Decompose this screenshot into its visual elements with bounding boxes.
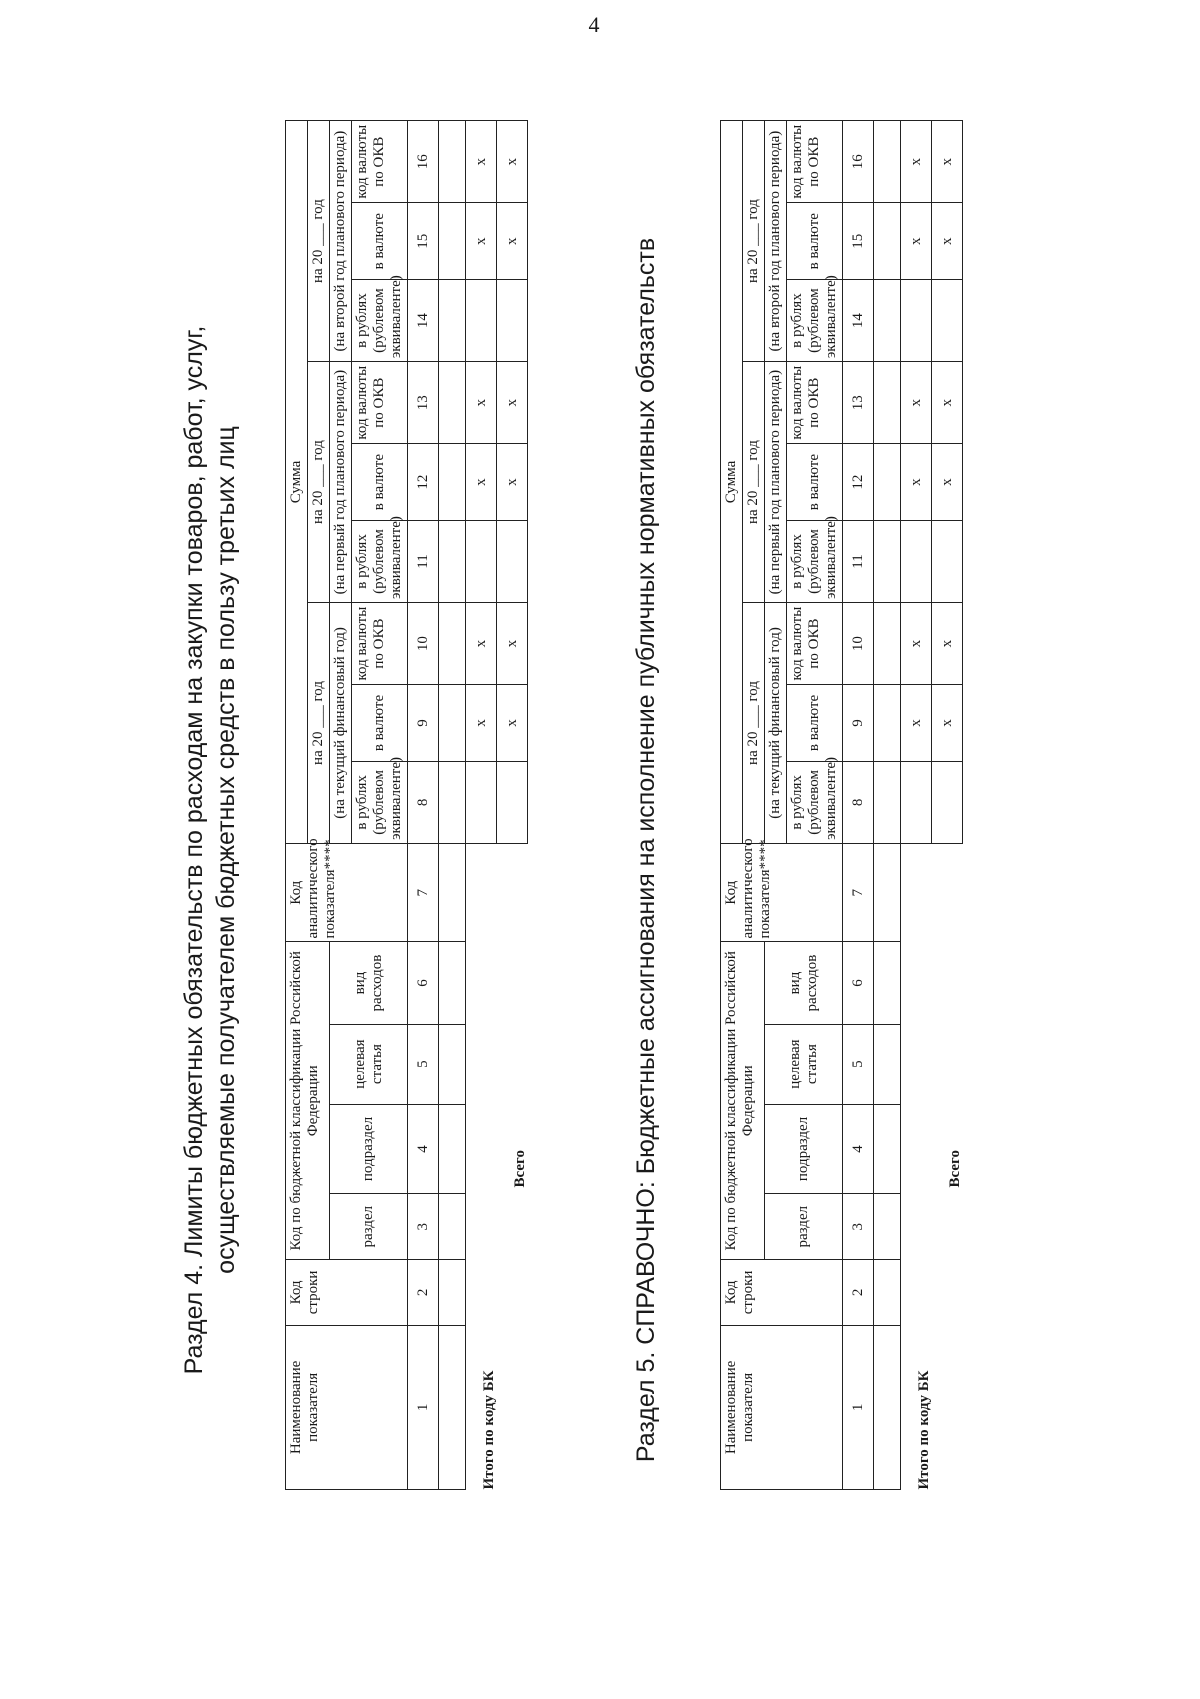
column-number: 1 bbox=[843, 1325, 874, 1489]
header-name: Наименование показателя bbox=[721, 1325, 843, 1489]
header-year-2: на 20 ___ год bbox=[308, 362, 330, 603]
itogo-row bbox=[466, 121, 497, 1490]
blank-cell bbox=[874, 121, 901, 203]
column-number: 15 bbox=[843, 203, 874, 280]
blank-cell bbox=[439, 942, 466, 1024]
itogo-label-cell bbox=[901, 843, 932, 1489]
section-5-title: Раздел 5. СПРАВОЧНО: Бюджетные ассигнования на исполнение публичных нормативных обязательств bbox=[632, 237, 660, 1463]
itogo-row bbox=[901, 121, 932, 1490]
section-5-table-wrap bbox=[720, 120, 963, 1490]
column-number: 10 bbox=[843, 603, 874, 685]
blank-row bbox=[874, 121, 901, 1490]
header-section: раздел bbox=[765, 1194, 843, 1260]
vsego-label: Всего bbox=[947, 1150, 963, 1188]
header-rub: в рублях (рублевом эквиваленте) bbox=[787, 761, 843, 843]
header-year-1: на 20 ___ год bbox=[308, 603, 330, 844]
header-expense-type: вид расходов bbox=[330, 942, 408, 1024]
header-expense-type: вид расходов bbox=[765, 942, 843, 1024]
column-number-row bbox=[408, 121, 439, 1490]
cross-cell: x bbox=[466, 685, 497, 762]
cross-cell: x bbox=[497, 685, 528, 762]
header-okv: код валюты по ОКВ bbox=[787, 362, 843, 444]
header-okv: код валюты по ОКВ bbox=[787, 121, 843, 203]
header-year-1: на 20 ___ год bbox=[743, 603, 765, 844]
blank-cell bbox=[874, 1325, 901, 1489]
cross-cell: x bbox=[497, 444, 528, 521]
cross-cell: x bbox=[901, 685, 932, 762]
summary-cell bbox=[932, 280, 963, 362]
column-number: 8 bbox=[408, 761, 439, 843]
blank-cell bbox=[439, 362, 466, 444]
header-name: Наименование показателя bbox=[286, 1325, 408, 1489]
section-4-title bbox=[50, 60, 242, 1640]
cross-cell: x bbox=[901, 603, 932, 685]
column-number: 7 bbox=[408, 843, 439, 942]
column-number: 9 bbox=[408, 685, 439, 762]
column-number: 11 bbox=[408, 520, 439, 602]
blank-cell bbox=[874, 203, 901, 280]
cross-cell: x bbox=[901, 121, 932, 203]
header-year-1-sub: (на текущий финансовый год) bbox=[330, 603, 352, 844]
header-currency: в валюте bbox=[352, 203, 408, 280]
header-year-2-sub: (на первый год планового периода) bbox=[765, 362, 787, 603]
column-number: 13 bbox=[408, 362, 439, 444]
vsego-label-cell bbox=[932, 843, 963, 1489]
header-year-2: на 20 ___ год bbox=[743, 362, 765, 603]
column-number: 16 bbox=[843, 121, 874, 203]
itogo-label: Итого по коду БК bbox=[916, 1370, 933, 1490]
header-analytic-code: Код аналитического показателя**** bbox=[286, 843, 408, 942]
blank-cell bbox=[439, 1194, 466, 1260]
cross-cell: x bbox=[901, 203, 932, 280]
section-5-table bbox=[720, 120, 963, 1490]
header-rub: в рублях (рублевом эквиваленте) bbox=[352, 520, 408, 602]
blank-cell bbox=[874, 761, 901, 843]
header-year-3: на 20 ___ год bbox=[743, 121, 765, 362]
blank-cell bbox=[874, 685, 901, 762]
column-number: 4 bbox=[408, 1104, 439, 1194]
cross-cell: x bbox=[901, 444, 932, 521]
blank-cell bbox=[874, 444, 901, 521]
header-row-1 bbox=[286, 121, 308, 1490]
blank-cell bbox=[874, 1194, 901, 1260]
cross-cell: x bbox=[466, 444, 497, 521]
header-subsection: подраздел bbox=[765, 1104, 843, 1194]
summary-cell bbox=[497, 761, 528, 843]
header-okv: код валюты по ОКВ bbox=[352, 121, 408, 203]
section-4-title-line2: осуществляемые получателем бюджетных средств в пользу третьих лиц bbox=[212, 426, 240, 1274]
header-year-1-sub: (на текущий финансовый год) bbox=[765, 603, 787, 844]
header-line-code: Код строки bbox=[286, 1260, 408, 1326]
blank-cell bbox=[874, 362, 901, 444]
header-target-item: целевая статья bbox=[330, 1024, 408, 1104]
header-year-3: на 20 ___ год bbox=[308, 121, 330, 362]
header-okv: код валюты по ОКВ bbox=[352, 603, 408, 685]
section-4-title-line1: Раздел 4. Лимиты бюджетных обязательств по расходам на закупки товаров, работ, услуг, bbox=[180, 325, 208, 1375]
header-year-3-sub: (на второй год планового периода) bbox=[765, 121, 787, 362]
blank-cell bbox=[874, 603, 901, 685]
summary-cell bbox=[466, 280, 497, 362]
cross-cell: x bbox=[466, 603, 497, 685]
blank-cell bbox=[439, 843, 466, 942]
blank-row bbox=[439, 121, 466, 1490]
blank-cell bbox=[874, 520, 901, 602]
column-number: 2 bbox=[408, 1260, 439, 1326]
blank-cell bbox=[874, 280, 901, 362]
blank-cell bbox=[439, 203, 466, 280]
column-number: 9 bbox=[843, 685, 874, 762]
column-number-row bbox=[843, 121, 874, 1490]
header-line-code: Код строки bbox=[721, 1260, 843, 1326]
column-number: 2 bbox=[843, 1260, 874, 1326]
itogo-label-cell bbox=[466, 843, 497, 1489]
header-section: раздел bbox=[330, 1194, 408, 1260]
header-year-3-sub: (на второй год планового периода) bbox=[330, 121, 352, 362]
cross-cell: x bbox=[466, 121, 497, 203]
summary-cell bbox=[466, 761, 497, 843]
blank-cell bbox=[874, 843, 901, 942]
cross-cell: x bbox=[497, 203, 528, 280]
header-analytic-code: Код аналитического показателя**** bbox=[721, 843, 843, 942]
blank-cell bbox=[874, 942, 901, 1024]
cross-cell: x bbox=[497, 362, 528, 444]
column-number: 3 bbox=[408, 1194, 439, 1260]
header-rub: в рублях (рублевом эквиваленте) bbox=[352, 280, 408, 362]
cross-cell: x bbox=[932, 121, 963, 203]
column-number: 8 bbox=[843, 761, 874, 843]
column-number: 14 bbox=[408, 280, 439, 362]
header-year-2-sub: (на первый год планового периода) bbox=[330, 362, 352, 603]
header-rub: в рублях (рублевом эквиваленте) bbox=[352, 761, 408, 843]
section-4-table bbox=[285, 120, 528, 1490]
column-number: 12 bbox=[843, 444, 874, 521]
summary-cell bbox=[497, 520, 528, 602]
summary-cell bbox=[932, 761, 963, 843]
blank-cell bbox=[874, 1260, 901, 1326]
header-currency: в валюте bbox=[352, 444, 408, 521]
page-number: 4 bbox=[588, 12, 600, 37]
header-rub: в рублях (рублевом эквиваленте) bbox=[787, 520, 843, 602]
column-number: 6 bbox=[843, 942, 874, 1024]
section-5 bbox=[630, 60, 963, 1640]
summary-cell bbox=[497, 280, 528, 362]
itogo-label: Итого по коду БК bbox=[481, 1370, 498, 1490]
cross-cell: x bbox=[497, 121, 528, 203]
summary-cell bbox=[901, 280, 932, 362]
summary-cell bbox=[901, 520, 932, 602]
header-rub: в рублях (рублевом эквиваленте) bbox=[787, 280, 843, 362]
column-number: 7 bbox=[843, 843, 874, 942]
section-4-table-wrap bbox=[285, 120, 528, 1490]
column-number: 1 bbox=[408, 1325, 439, 1489]
header-target-item: целевая статья bbox=[765, 1024, 843, 1104]
header-currency: в валюте bbox=[352, 685, 408, 762]
column-number: 6 bbox=[408, 942, 439, 1024]
summary-cell bbox=[466, 520, 497, 602]
column-number: 12 bbox=[408, 444, 439, 521]
column-number: 4 bbox=[843, 1104, 874, 1194]
header-currency: в валюте bbox=[787, 685, 843, 762]
blank-cell bbox=[439, 1024, 466, 1104]
cross-cell: x bbox=[466, 203, 497, 280]
header-okv: код валюты по ОКВ bbox=[787, 603, 843, 685]
blank-cell bbox=[439, 603, 466, 685]
header-okv: код валюты по ОКВ bbox=[352, 362, 408, 444]
header-row-1 bbox=[721, 121, 743, 1490]
blank-cell bbox=[874, 1104, 901, 1194]
blank-cell bbox=[439, 685, 466, 762]
column-number: 10 bbox=[408, 603, 439, 685]
rotated-landscape-content bbox=[50, 60, 1150, 1640]
header-sum: Сумма bbox=[721, 121, 743, 844]
summary-cell bbox=[932, 520, 963, 602]
cross-cell: x bbox=[932, 444, 963, 521]
cross-cell: x bbox=[932, 362, 963, 444]
column-number: 14 bbox=[843, 280, 874, 362]
cross-cell: x bbox=[932, 203, 963, 280]
header-sum: Сумма bbox=[286, 121, 308, 844]
section-4 bbox=[50, 60, 528, 1640]
header-subsection: подраздел bbox=[330, 1104, 408, 1194]
blank-cell bbox=[439, 1104, 466, 1194]
vsego-row bbox=[497, 121, 528, 1490]
cross-cell: x bbox=[466, 362, 497, 444]
blank-cell bbox=[439, 1260, 466, 1326]
column-number: 3 bbox=[843, 1194, 874, 1260]
column-number: 5 bbox=[408, 1024, 439, 1104]
cross-cell: x bbox=[901, 362, 932, 444]
column-number: 5 bbox=[843, 1024, 874, 1104]
summary-cell bbox=[901, 761, 932, 843]
header-currency: в валюте bbox=[787, 203, 843, 280]
header-currency: в валюте bbox=[787, 444, 843, 521]
blank-cell bbox=[439, 444, 466, 521]
column-number: 16 bbox=[408, 121, 439, 203]
header-bk-code: Код по бюджетной классификации Российской Федерации bbox=[286, 942, 330, 1260]
column-number: 13 bbox=[843, 362, 874, 444]
cross-cell: x bbox=[932, 603, 963, 685]
blank-cell bbox=[874, 1024, 901, 1104]
blank-cell bbox=[439, 761, 466, 843]
vsego-row bbox=[932, 121, 963, 1490]
cross-cell: x bbox=[932, 685, 963, 762]
header-bk-code: Код по бюджетной классификации Российской Федерации bbox=[721, 942, 765, 1260]
blank-cell bbox=[439, 280, 466, 362]
column-number: 15 bbox=[408, 203, 439, 280]
blank-cell bbox=[439, 520, 466, 602]
column-number: 11 bbox=[843, 520, 874, 602]
cross-cell: x bbox=[497, 603, 528, 685]
blank-cell bbox=[439, 1325, 466, 1489]
vsego-label-cell bbox=[497, 843, 528, 1489]
blank-cell bbox=[439, 121, 466, 203]
vsego-label: Всего bbox=[512, 1150, 528, 1188]
